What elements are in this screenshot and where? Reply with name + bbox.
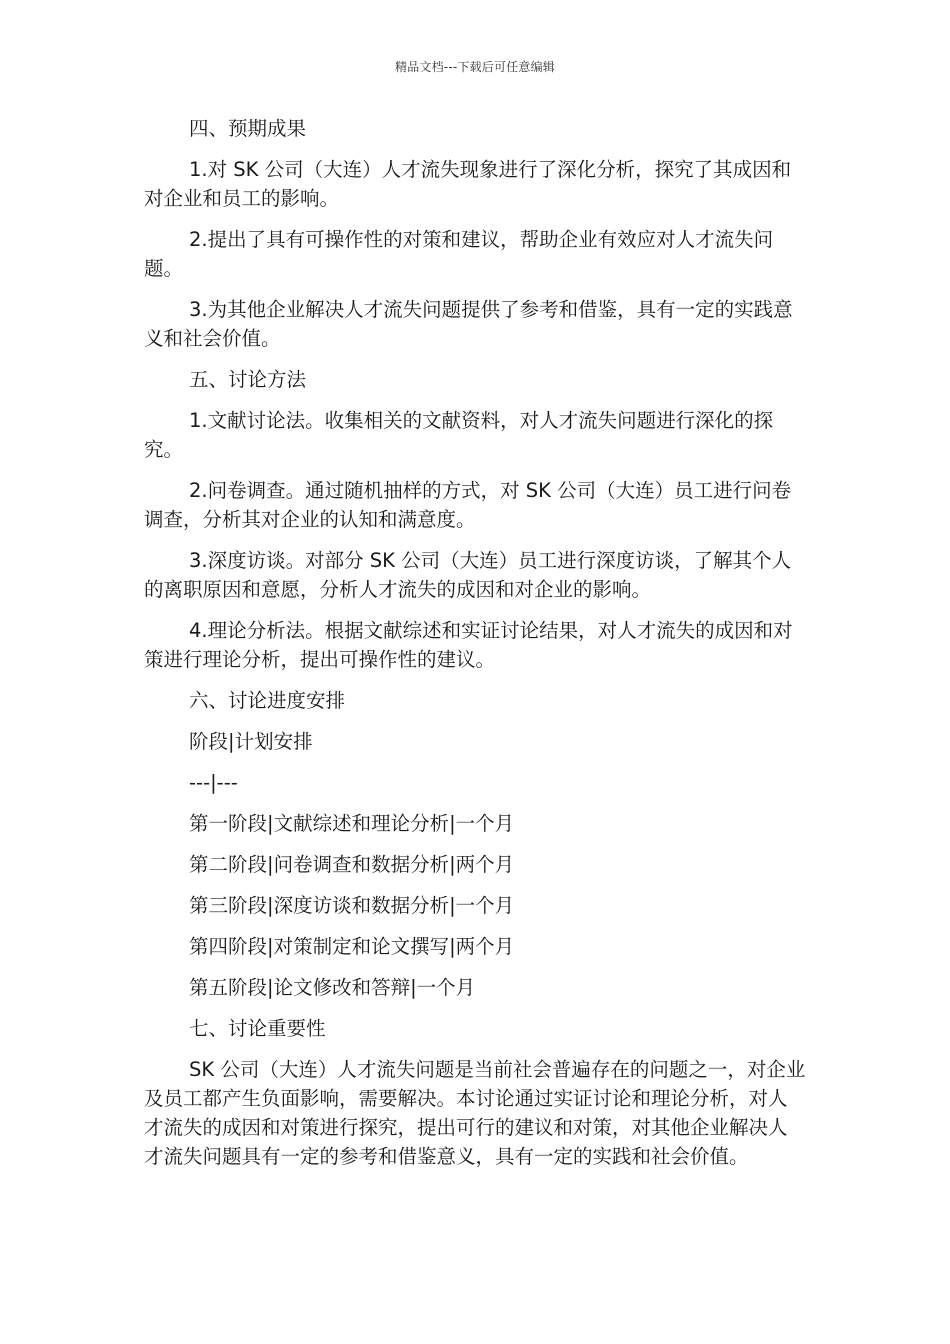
- paragraph: 4.理论分析法。根据文献综述和实证讨论结果，对人才流失的成因和对策进行理论分析，提出可操作性的建议。: [144, 619, 793, 671]
- schedule-line: 第一阶段|文献综述和理论分析|一个月: [189, 812, 515, 835]
- section-heading-schedule: 六、讨论进度安排: [189, 689, 346, 712]
- schedule-line: 第三阶段|深度访谈和数据分析|一个月: [189, 894, 515, 917]
- section-heading-expected-results: 四、预期成果: [189, 117, 307, 140]
- section-heading-methods: 五、讨论方法: [189, 368, 307, 391]
- paragraph: SK 公司（大连）人才流失问题是当前社会普遍存在的问题之一，对企业及员工都产生负面影响，需要解决。本讨论通过实证讨论和理论分析，对人才流失的成因和对策进行探究，提出可行的建议和对策，对其他企业解决人才流失问题具有一定的参考和借鉴意义，具有一定的实践和社会价值。: [144, 1058, 806, 1168]
- paragraph: 3.深度访谈。对部分 SK 公司（大连）员工进行深度访谈，了解其个人的离职原因和意愿，分析人才流失的成因和对企业的影响。: [144, 549, 792, 601]
- schedule-line: 第四阶段|对策制定和论文撰写|两个月: [189, 935, 515, 958]
- schedule-line: ---|---: [189, 771, 238, 794]
- paragraph: 1.文献讨论法。收集相关的文献资料，对人才流失问题进行深化的探究。: [144, 409, 774, 461]
- page-header: 精品文档---下载后可任意编辑: [395, 60, 555, 74]
- schedule-line: 阶段|计划安排: [189, 730, 313, 753]
- paragraph: 3.为其他企业解决人才流失问题提供了参考和借鉴，具有一定的实践意义和社会价值。: [144, 298, 793, 350]
- schedule-line: 第五阶段|论文修改和答辩|一个月: [189, 976, 476, 999]
- document-body: [144, 114, 806, 1183]
- paragraph: 2.问卷调查。通过随机抽样的方式，对 SK 公司（大连）员工进行问卷调查，分析其对企业的认知和满意度。: [144, 479, 792, 531]
- paragraph: 1.对 SK 公司（大连）人才流失现象进行了深化分析，探究了其成因和对企业和员工的影响。: [144, 158, 792, 210]
- paragraph: 2.提出了具有可操作性的对策和建议，帮助企业有效应对人才流失问题。: [144, 228, 774, 280]
- section-heading-importance: 七、讨论重要性: [189, 1017, 326, 1040]
- schedule-line: 第二阶段|问卷调查和数据分析|两个月: [189, 853, 515, 876]
